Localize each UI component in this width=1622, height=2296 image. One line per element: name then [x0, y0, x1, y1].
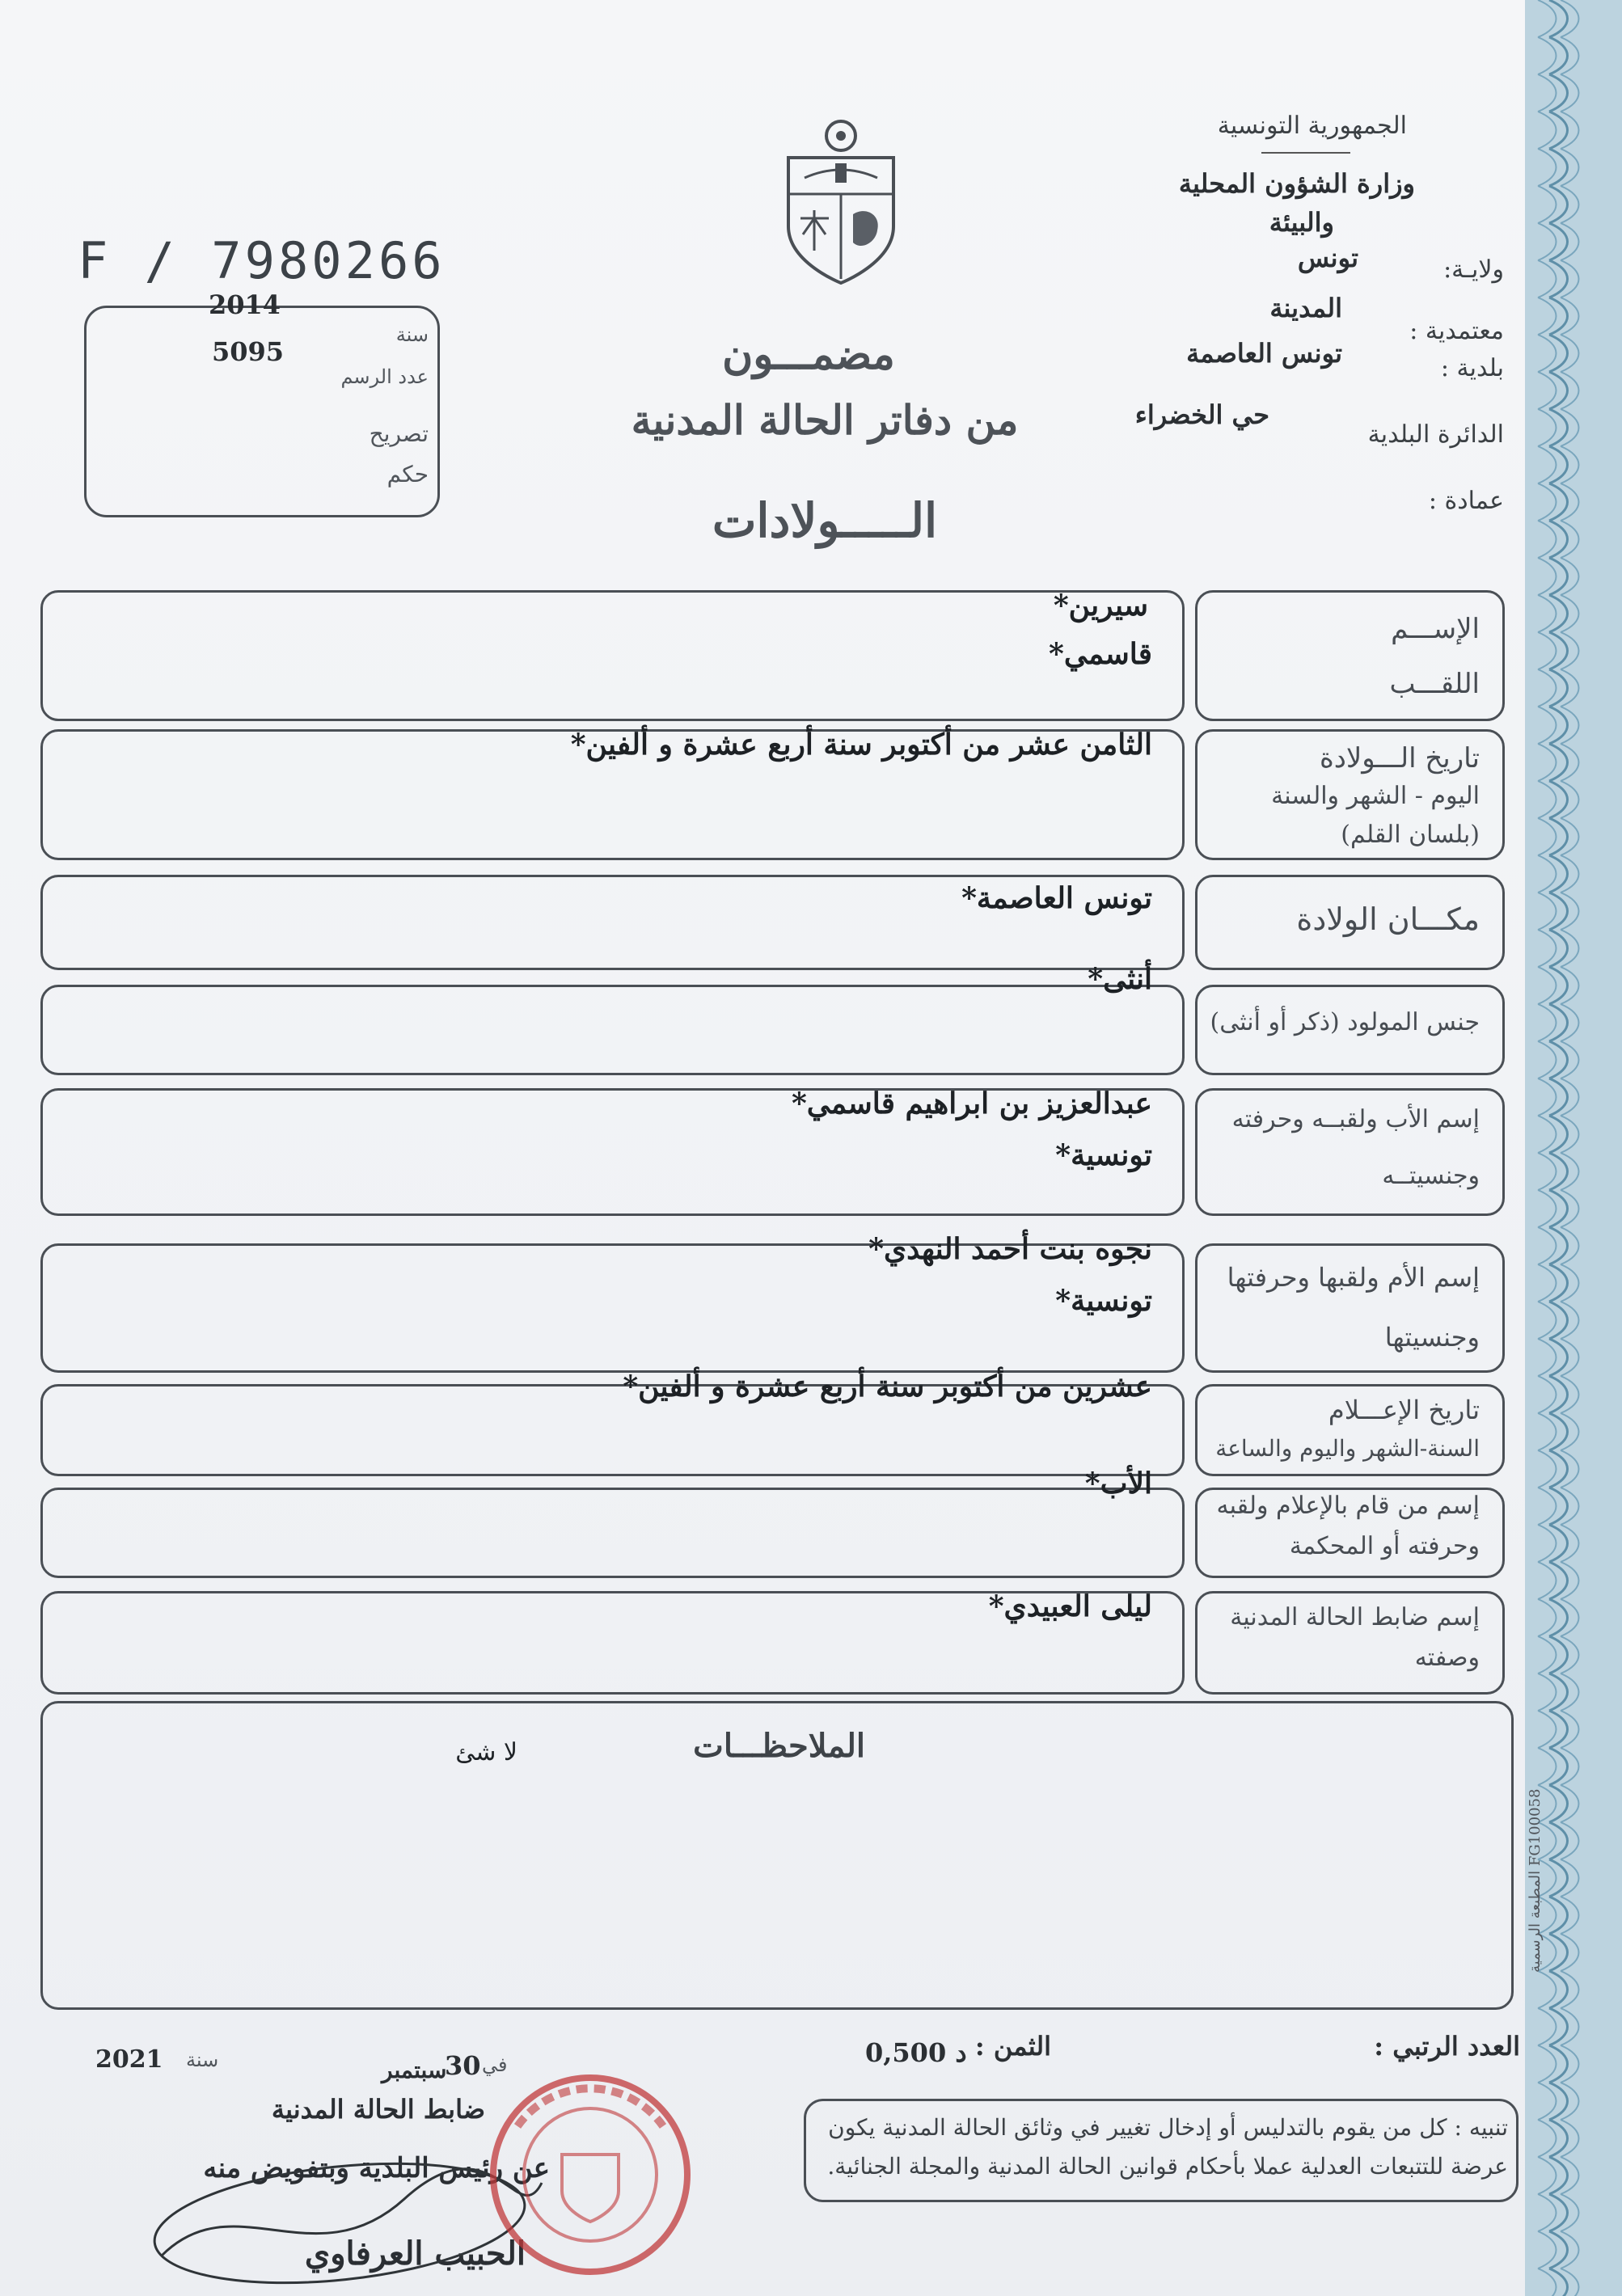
issue-year-label: سنة — [186, 2049, 219, 2071]
label-declaration-date: تاريخ الإعـــلام — [1328, 1395, 1480, 1425]
baladia-label: بلدية : — [1440, 354, 1504, 382]
issue-month: سبتمبر — [382, 2057, 447, 2083]
wilaya-value: تونس — [1297, 243, 1358, 273]
value-box-declarant — [40, 1488, 1185, 1578]
value-birth-date: الثامن عشر من أكتوبر سنة أربع عشرة و ألفين* — [570, 728, 1152, 762]
daira-value: حي الخضراء — [1134, 399, 1269, 430]
officer-title: ضابط الحالة المدنية — [271, 2094, 485, 2125]
label-birth-place: مكـــان الولادة — [1296, 901, 1480, 937]
registry-year-label: سنة — [395, 323, 429, 346]
wilaya-label: ولايـة: — [1443, 255, 1504, 284]
label-mother: إسم الأم ولقبها وحرفتها — [1227, 1262, 1480, 1293]
label-registrar-title: وصفته — [1414, 1644, 1480, 1672]
issue-date-prefix: في — [482, 2053, 508, 2076]
value-mother: نجوه بنت أحمد النهدي* — [868, 1232, 1152, 1266]
value-registrar: ليلى العبيدي* — [988, 1589, 1152, 1623]
value-sex: أنثى* — [1088, 962, 1152, 996]
label-sex: جنس المولود (ذكر أو أنثى) — [1210, 1008, 1480, 1036]
label-declaration-date-detail: السنة-الشهر واليوم والساعة — [1215, 1435, 1480, 1462]
value-father: عبدالعزيز بن ابراهيم قاسمي* — [791, 1087, 1152, 1121]
value-box-sex — [40, 985, 1185, 1075]
official-stamp — [485, 2070, 695, 2280]
label-birth-date-detail: اليوم - الشهر والسنة — [1271, 782, 1480, 810]
daira-label: الدائرة البلدية — [1367, 420, 1504, 449]
registry-declaration-label: تصريح — [369, 420, 429, 447]
registry-judgment-label: حكم — [386, 461, 429, 487]
remarks-label: الملاحظـــات — [693, 1727, 865, 1765]
baladia-value: تونس العاصمة — [1186, 338, 1342, 369]
issue-day: 30 — [445, 2050, 481, 2081]
label-birth-date: تاريخ الـــولادة — [1319, 742, 1480, 774]
label-father-nationality: وجنسيتــه — [1382, 1162, 1480, 1190]
value-birth-place: تونس العاصمة* — [961, 881, 1152, 915]
motamadia-value: المدينة — [1269, 293, 1342, 323]
value-mother-nationality: تونسية* — [1055, 1284, 1152, 1318]
title-births: الـــــولادات — [712, 493, 938, 548]
motamadia-label: معتمدية : — [1409, 317, 1504, 345]
label-declarant: إسم من قام بالإعلام ولقبه — [1216, 1492, 1480, 1520]
issue-year-value: 2021 — [95, 2045, 163, 2074]
value-declarant: الأب* — [1084, 1467, 1152, 1500]
price-label: الثمن : — [974, 2031, 1051, 2062]
signer-name: الحبيب العرفاوي — [304, 2235, 526, 2273]
title-civil-registry: من دفاتر الحالة المدنية — [631, 396, 1019, 444]
title-extract: مضمـــون — [722, 330, 895, 379]
registry-number-label: عدد الرسم — [340, 365, 429, 388]
label-registrar: إسم ضابط الحالة المدنية — [1230, 1603, 1480, 1631]
coat-of-arms-emblem — [772, 113, 910, 291]
label-declarant-profession: وحرفته أو المحكمة — [1289, 1532, 1480, 1560]
omada-label: عمادة : — [1428, 487, 1504, 515]
value-first-name: سيرين* — [1053, 589, 1148, 623]
serial-number: F / 7980266 — [78, 231, 446, 290]
registry-number-value: 5095 — [212, 336, 285, 367]
notice-text: تنبيه : كل من يقوم بالتدليس أو إدخال تغيير في وثائق الحالة المدنية يكون عرضة للتتبعات العدلية عملا بأحكام قوانين الحالة المدنية والمجلة الجنائية. — [827, 2114, 1508, 2180]
header-divider — [1261, 152, 1350, 154]
ministry-line1: وزارة الشؤون المحلية — [1178, 168, 1415, 199]
label-surname: اللقـــب — [1389, 668, 1480, 700]
delegation-line: عن رئيس البلدية وبتفويض منه — [203, 2152, 550, 2184]
value-declaration-date: عشرين من أكتوبر سنة أربع عشرة و ألفين* — [623, 1370, 1152, 1403]
value-father-nationality: تونسية* — [1055, 1138, 1152, 1172]
price-value: 0,500 د — [865, 2037, 967, 2068]
label-name: الإســـم — [1391, 613, 1480, 645]
registry-year-value: 2014 — [209, 289, 281, 320]
remarks-value: لا شئ — [455, 1738, 517, 1766]
print-code: المطبعة الرسمية FG100058 — [1527, 1788, 1544, 1973]
ministry-line2: والبيئة — [1269, 207, 1334, 238]
value-surname: قاسمي* — [1049, 637, 1152, 671]
label-father: إسم الأب ولقبــه وحرفته — [1231, 1105, 1480, 1133]
republic-name: الجمهورية التونسية — [1217, 112, 1407, 140]
order-number-label: العدد الرتبي : — [1374, 2031, 1520, 2062]
label-birth-date-words: (بلسان القلم) — [1341, 821, 1480, 849]
label-mother-nationality: وجنسيتها — [1384, 1322, 1480, 1353]
